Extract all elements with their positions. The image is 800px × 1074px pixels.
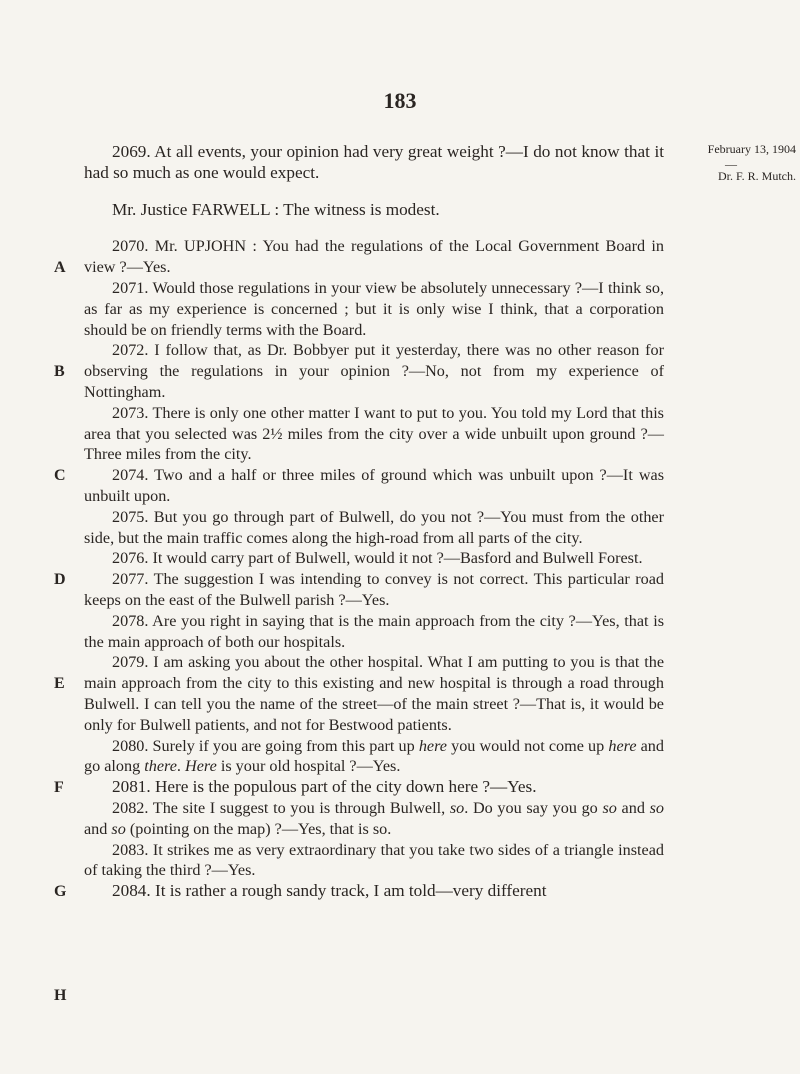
margin-letter-e: E — [54, 675, 65, 692]
margin-letter-b: B — [54, 363, 65, 380]
paragraph-2079: 2079. I am asking you about the other hospital. What I am putting to you is that the main approach from the city to this existing and new hospital is through a road through Bulwell. I can tell you the name of the street—of the main street ?—That is, it would be only for Bulwell patients, and not for Bestwood patients. — [84, 653, 664, 734]
p2082-text-b: . Do you say you go — [464, 798, 603, 817]
margin-letter-d: D — [54, 571, 66, 588]
p2082-emph-so-4: so — [111, 819, 126, 838]
p2082-emph-so-1: so — [449, 798, 465, 817]
margin-date: February 13, 1904 — [707, 142, 796, 156]
p2080-emph-there: there — [144, 757, 177, 776]
paragraph-2084: 2084. It is rather a rough sandy track, I am told—very different — [112, 881, 547, 901]
page-number: 183 — [383, 88, 417, 113]
paragraph-2076: 2076. It would carry part of Bulwell, would it not ?—Basford and Bulwell Forest. — [112, 549, 643, 568]
margin-letter-f: F — [54, 779, 64, 796]
paragraph-2072: 2072. I follow that, as Dr. Bobbyer put it yesterday, there was no other reason for observing the regulations in your opinion ?—No, not from my experience of Nottingham. — [84, 341, 664, 401]
p2082-text-e: (pointing on the map) ?—Yes, that is so. — [125, 819, 392, 838]
paragraph-2080 — [84, 736, 664, 778]
margin-letter-g: G — [54, 883, 67, 900]
paragraph-2071: 2071. Would those regulations in your view be absolutely unnecessary ?—I think so, as far as my experience is concerned ; but it is only wise I think, that a corporation should be on friendly terms with the Board. — [84, 278, 664, 339]
paragraph-justice-remark: Mr. Justice FARWELL : The witness is modest. — [112, 199, 440, 219]
margin-witness: Dr. F. R. Mutch. — [717, 169, 796, 183]
p2080-text-d: . — [176, 757, 186, 776]
p2080-emph-here-3: Here — [185, 757, 217, 776]
p2080-text-b: you would not come up — [446, 736, 609, 755]
p2080-text-e: is your old hospital ?—Yes. — [216, 757, 401, 776]
paragraph-2073: 2073. There is only one other matter I want to put to you. You told my Lord that this area that you selected was 2½ miles from the city over a wide unbuilt upon ground ?—Three miles from the city. — [84, 403, 664, 464]
p2082-text-c: and — [616, 798, 650, 817]
paragraph-2078: 2078. Are you right in saying that is the main approach from the city ?—Yes, that is the main approach of both our hospitals. — [84, 611, 664, 651]
p2080-emph-here-2: here — [608, 736, 637, 755]
p2082-emph-so-2: so — [602, 798, 617, 817]
p2082-text-d: and — [84, 819, 112, 838]
paragraph-2083: 2083. It strikes me as very extraordinary that you take two sides of a triangle instead of taking the third ?—Yes. — [84, 840, 664, 880]
margin-letter-c: C — [54, 467, 66, 484]
margin-dash: — — [725, 157, 737, 171]
paragraph-2077: 2077. The suggestion I was intending to convey is not correct. This particular road keeps on the east of the Bulwell parish ?—Yes. — [84, 570, 664, 609]
p2080-emph-here-1: here — [418, 736, 447, 755]
p2080-text-c: and go along — [84, 736, 664, 776]
body-text — [84, 142, 664, 902]
paragraph-2070: 2070. Mr. UPJOHN : You had the regulations of the Local Government Board in view ?—Yes. — [84, 237, 664, 277]
p2082-emph-so-3: so — [649, 798, 664, 817]
margin-letter-a: A — [54, 259, 66, 276]
paragraph-2074: 2074. Two and a half or three miles of ground which was unbuilt upon ?—It was unbuilt upon. — [84, 466, 664, 505]
paragraph-2081: 2081. Here is the populous part of the city down here ?—Yes. — [112, 777, 537, 797]
paragraph-2082 — [84, 798, 664, 840]
paragraph-2075: 2075. But you go through part of Bulwell, do you not ?—You must from the other side, but the main traffic comes along the high-road from all parts of the city. — [84, 507, 664, 547]
paragraph-2069: 2069. At all events, your opinion had very great weight ?—I do not know that it had so much as one would expect. — [84, 142, 664, 182]
margin-letter-h: H — [54, 987, 67, 1004]
margin-note — [666, 142, 796, 184]
p2082-text-a: 2082. The site I suggest to you is through Bulwell, — [112, 798, 450, 817]
p2080-text-a: 2080. Surely if you are going from this part up — [112, 736, 419, 755]
